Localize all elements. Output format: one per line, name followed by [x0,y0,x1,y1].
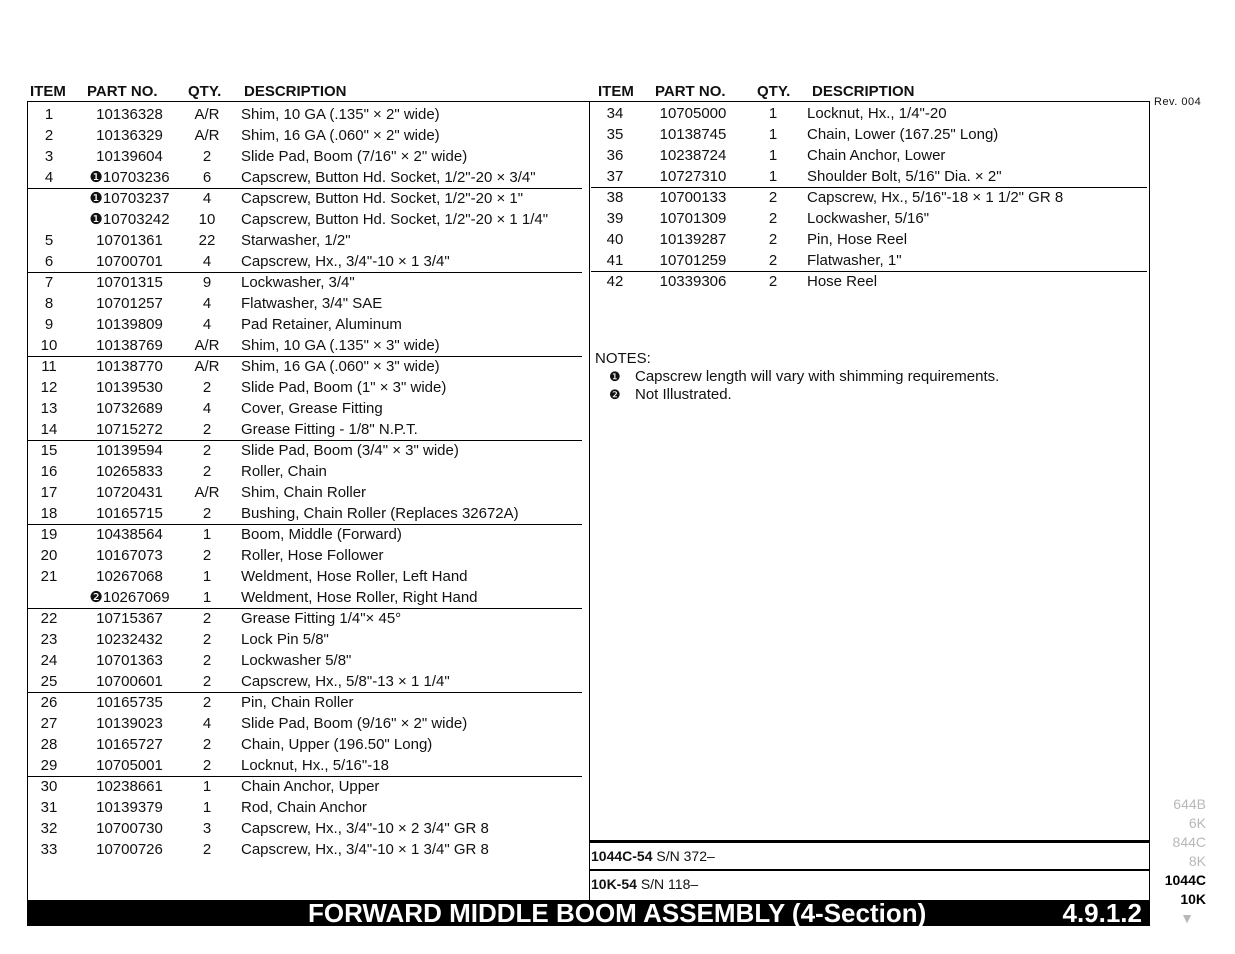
item-number: 4 [44,169,54,186]
item-number: 37 [606,168,624,185]
part-number: 10139604 [96,148,163,165]
item-number: 34 [606,105,624,122]
description: Slide Pad, Boom (9/16" × 2" wide) [241,715,468,732]
description: Capscrew, Hx., 5/8"-13 × 1 1/4" [241,673,450,690]
table-row [28,608,582,629]
part-number: 10138770 [96,358,163,375]
item-number: 23 [40,631,58,648]
description: Cover, Grease Fitting [241,400,383,417]
quantity: 4 [202,316,212,333]
description: Shim, 10 GA (.135" × 2" wide) [241,106,440,123]
item-number: 33 [40,841,58,858]
part-number: ❶10703242 [89,211,170,228]
description: Chain Anchor, Upper [241,778,380,795]
quantity: A/R [194,337,220,354]
description: Chain, Upper (196.50" Long) [241,736,433,753]
quantity: 9 [202,274,212,291]
part-number: 10165727 [96,736,163,753]
part-number: 10138769 [96,337,163,354]
table-row [28,818,582,839]
item-number: 11 [41,358,57,375]
model-serial-1044c [591,848,715,864]
part-number: 10700730 [96,820,163,837]
part-number: ❶10703236 [89,169,170,186]
table-row [591,124,1147,145]
quantity: 2 [202,547,212,564]
table-row [591,229,1147,250]
item-number: 40 [606,231,624,248]
description: Pin, Hose Reel [807,231,908,248]
table-row [28,188,582,209]
note-text: Not Illustrated. [635,386,732,403]
table-row [28,104,582,125]
description: Chain Anchor, Lower [807,147,946,164]
section-number: 4.9.1.2 [1062,898,1142,928]
item-number: 41 [606,252,624,269]
description: Slide Pad, Boom (7/16" × 2" wide) [241,148,468,165]
table-row [28,251,582,272]
part-number: 10700701 [96,253,163,270]
description: Shim, 16 GA (.060" × 2" wide) [241,127,440,144]
description: Hose Reel [807,273,878,290]
item-number: 38 [606,189,624,206]
table-row [591,271,1147,292]
part-number: 10727310 [659,168,727,185]
description: Shim, 16 GA (.060" × 3" wide) [241,358,440,375]
quantity: 1 [768,126,778,143]
model-name: 10K-54 [591,876,637,892]
item-number: 15 [40,442,58,459]
description: Capscrew, Hx., 3/4"-10 × 1 3/4" [241,253,450,270]
table-row [28,650,582,671]
quantity: A/R [194,106,220,123]
table-row [28,545,582,566]
table-row [28,398,582,419]
quantity: 4 [202,715,212,732]
table-row [28,209,582,230]
quantity: 1 [202,568,212,585]
description: Rod, Chain Anchor [241,799,367,816]
description: Capscrew, Button Hd. Socket, 1/2"-20 × 1" [241,190,524,207]
description: Weldment, Hose Roller, Right Hand [241,589,478,606]
quantity: 2 [202,421,212,438]
part-number: 10701361 [96,232,163,249]
item-number: 29 [40,757,58,774]
description: Roller, Hose Follower [241,547,384,564]
table-row [28,230,582,251]
item-number: 16 [40,463,58,480]
description: Bushing, Chain Roller (Replaces 32672A) [241,505,519,522]
part-number: 10720431 [96,484,163,501]
item-number: 31 [40,799,58,816]
quantity: 1 [202,799,212,816]
item-number: 30 [40,778,58,795]
table-row [591,250,1147,271]
table-row [28,356,582,377]
description: Capscrew, Hx., 3/4"-10 × 1 3/4" GR 8 [241,841,489,858]
description: Flatwasher, 3/4" SAE [241,295,383,312]
description: Lockwasher, 5/16" [807,210,930,227]
header-description: DESCRIPTION [812,83,915,100]
description: Locknut, Hx., 5/16"-18 [241,757,389,774]
table-row [28,503,582,524]
item-number: 8 [44,295,54,312]
table-row [591,145,1147,166]
serial-number: S/N 372– [656,848,715,864]
description: Grease Fitting 1/4"× 45° [241,610,402,627]
item-number: 18 [40,505,58,522]
side-nav-644b[interactable]: 644B [1173,796,1206,812]
quantity: 4 [202,253,212,270]
item-number: 25 [40,673,58,690]
header-item: ITEM [30,83,66,100]
quantity: 2 [202,652,212,669]
side-nav-8k[interactable]: 8K [1188,853,1206,869]
quantity: 2 [202,673,212,690]
item-number: 39 [606,210,624,227]
part-number: 10701363 [96,652,163,669]
quantity: 1 [202,778,212,795]
item-number: 3 [44,148,54,165]
description: Locknut, Hx., 1/4"-20 [807,105,947,122]
table-row [28,314,582,335]
header-qty: QTY. [188,83,222,100]
header-description: DESCRIPTION [244,83,347,100]
part-number: 10732689 [96,400,163,417]
item-number: 1 [44,106,54,123]
part-number: 10265833 [96,463,163,480]
note-item [595,368,999,386]
serial-number: S/N 118– [640,876,699,892]
description: Shim, 10 GA (.135" × 3" wide) [241,337,440,354]
table-row [28,146,582,167]
part-number: 10267068 [96,568,163,585]
table-row [28,293,582,314]
part-number: 10700133 [659,189,727,206]
quantity: 2 [202,841,212,858]
quantity: 2 [202,505,212,522]
quantity: 1 [202,589,212,606]
description: Capscrew, Button Hd. Socket, 1/2"-20 × 3/4" [241,169,536,186]
table-row [28,335,582,356]
part-number: 10715367 [96,610,163,627]
item-number: 28 [40,736,58,753]
quantity: 2 [202,442,212,459]
description: Flatwasher, 1" [807,252,902,269]
item-number: 26 [40,694,58,711]
part-number: 10165715 [96,505,163,522]
right-table-header [0,83,1150,101]
item-number: 2 [44,127,54,144]
table-row [591,187,1147,208]
table-row [28,482,582,503]
down-arrow-icon[interactable]: ▼ [1180,910,1194,926]
item-number: 7 [44,274,54,291]
table-row [28,755,582,776]
note-item [595,386,999,404]
quantity: 2 [202,757,212,774]
quantity: A/R [194,358,220,375]
item-number: 5 [44,232,54,249]
note-bullet-1: ❶ [609,369,621,384]
item-number: 10 [40,337,58,354]
quantity: 10 [198,211,216,228]
part-number: 10136328 [96,106,163,123]
part-number: 10139594 [96,442,163,459]
table-row [591,208,1147,229]
quantity: 3 [202,820,212,837]
part-number: 10700726 [96,841,163,858]
part-number: 10438564 [96,526,163,543]
part-number: 10136329 [96,127,163,144]
part-number: 10700601 [96,673,163,690]
notes-section [595,350,999,404]
description: Grease Fitting - 1/8" N.P.T. [241,421,418,438]
part-number: 10165735 [96,694,163,711]
description: Chain, Lower (167.25" Long) [807,126,999,143]
quantity: 4 [202,295,212,312]
table-row [28,692,582,713]
item-number: 14 [40,421,58,438]
table-row [28,566,582,587]
quantity: A/R [194,484,220,501]
table-row [28,587,582,608]
item-number: 24 [40,652,58,669]
description: Lock Pin 5/8" [241,631,329,648]
table-row [28,776,582,797]
side-nav-1044c[interactable]: 1044C [1164,872,1206,888]
part-number: 10715272 [96,421,163,438]
header-part-no: PART NO. [87,83,158,100]
description: Pin, Chain Roller [241,694,354,711]
table-row [28,797,582,818]
quantity: 2 [202,631,212,648]
part-number: 10705001 [96,757,163,774]
note-text: Capscrew length will vary with shimming requirements. [635,368,1000,385]
table-row [28,734,582,755]
part-number: 10232432 [96,631,163,648]
item-number: 21 [40,568,58,585]
header-item: ITEM [598,83,634,100]
header-part-no: PART NO. [655,83,726,100]
part-number: 10701315 [96,274,163,291]
part-number: 10238661 [96,778,163,795]
quantity: 2 [202,610,212,627]
table-row [28,125,582,146]
part-number: 10339306 [659,273,727,290]
page-footer-bar [27,900,1150,926]
table-row [591,166,1147,187]
part-number: 10238724 [659,147,727,164]
table-row [28,839,582,860]
part-number: 10139287 [659,231,727,248]
item-number: 17 [40,484,58,501]
model-serial-10k [591,876,698,892]
item-number: 12 [40,379,58,396]
description: Lockwasher, 3/4" [241,274,355,291]
description: Slide Pad, Boom (1" × 3" wide) [241,379,447,396]
item-number: 36 [606,147,624,164]
table-row [28,671,582,692]
quantity: 2 [768,273,778,290]
quantity: 2 [202,148,212,165]
table-row [28,713,582,734]
description: Pad Retainer, Aluminum [241,316,402,333]
item-number: 42 [606,273,624,290]
description: Starwasher, 1/2" [241,232,351,249]
table-row [28,461,582,482]
description: Roller, Chain [241,463,327,480]
quantity: 4 [202,400,212,417]
part-number: ❶10703237 [89,190,170,207]
quantity: 4 [202,190,212,207]
part-number: 10701257 [96,295,163,312]
table-row [28,524,582,545]
item-number: 13 [40,400,58,417]
revision-label: Rev. 004 [1154,96,1202,108]
description: Capscrew, Hx., 5/16"-18 × 1 1/2" GR 8 [807,189,1064,206]
table-row [28,419,582,440]
part-number: 10139379 [96,799,163,816]
description: Boom, Middle (Forward) [241,526,402,543]
quantity: 2 [202,463,212,480]
description: Capscrew, Button Hd. Socket, 1/2"-20 × 1 1/4" [241,211,549,228]
item-number: 35 [606,126,624,143]
item-number: 6 [44,253,54,270]
item-number: 32 [40,820,58,837]
quantity: A/R [194,127,220,144]
part-number: 10167073 [96,547,163,564]
part-number: 10138745 [659,126,727,143]
side-nav-844c[interactable]: 844C [1172,834,1206,850]
description: Shim, Chain Roller [241,484,367,501]
quantity: 2 [768,231,778,248]
model-name: 1044C-54 [591,848,653,864]
description: Weldment, Hose Roller, Left Hand [241,568,468,585]
quantity: 2 [202,736,212,753]
description: Lockwasher 5/8" [241,652,352,669]
model-side-nav [1165,795,1206,928]
quantity: 2 [768,189,778,206]
page-title: FORWARD MIDDLE BOOM ASSEMBLY (4-Section) [308,898,927,928]
quantity: 22 [198,232,216,249]
part-number: 10139530 [96,379,163,396]
part-number: ❷10267069 [89,589,170,606]
item-number: 27 [40,715,58,732]
quantity: 1 [768,168,778,185]
table-row [28,440,582,461]
notes-title: NOTES: [595,350,651,367]
part-number: 10139809 [96,316,163,333]
part-number: 10139023 [96,715,163,732]
table-row [28,167,582,188]
part-number: 10705000 [659,105,727,122]
table-row [28,272,582,293]
quantity: 6 [202,169,212,186]
item-number: 19 [40,526,58,543]
item-number: 22 [40,610,58,627]
models-divider-top [590,840,1150,843]
side-nav-6k[interactable]: 6K [1188,815,1206,831]
table-row [28,629,582,650]
table-row [28,377,582,398]
quantity: 2 [202,379,212,396]
quantity: 2 [202,694,212,711]
description: Slide Pad, Boom (3/4" × 3" wide) [241,442,459,459]
models-divider-mid [590,869,1150,871]
part-number: 10701309 [659,210,727,227]
table-row [591,103,1147,124]
quantity: 1 [768,147,778,164]
note-bullet-2: ❷ [609,387,621,402]
quantity: 2 [768,210,778,227]
quantity: 2 [768,252,778,269]
item-number: 9 [44,316,54,333]
description: Shoulder Bolt, 5/16" Dia. × 2" [807,168,1002,185]
quantity: 1 [202,526,212,543]
header-qty: QTY. [757,83,791,100]
side-nav-10k[interactable]: 10K [1180,891,1206,907]
quantity: 1 [768,105,778,122]
description: Capscrew, Hx., 3/4"-10 × 2 3/4" GR 8 [241,820,489,837]
item-number: 20 [40,547,58,564]
part-number: 10701259 [659,252,727,269]
